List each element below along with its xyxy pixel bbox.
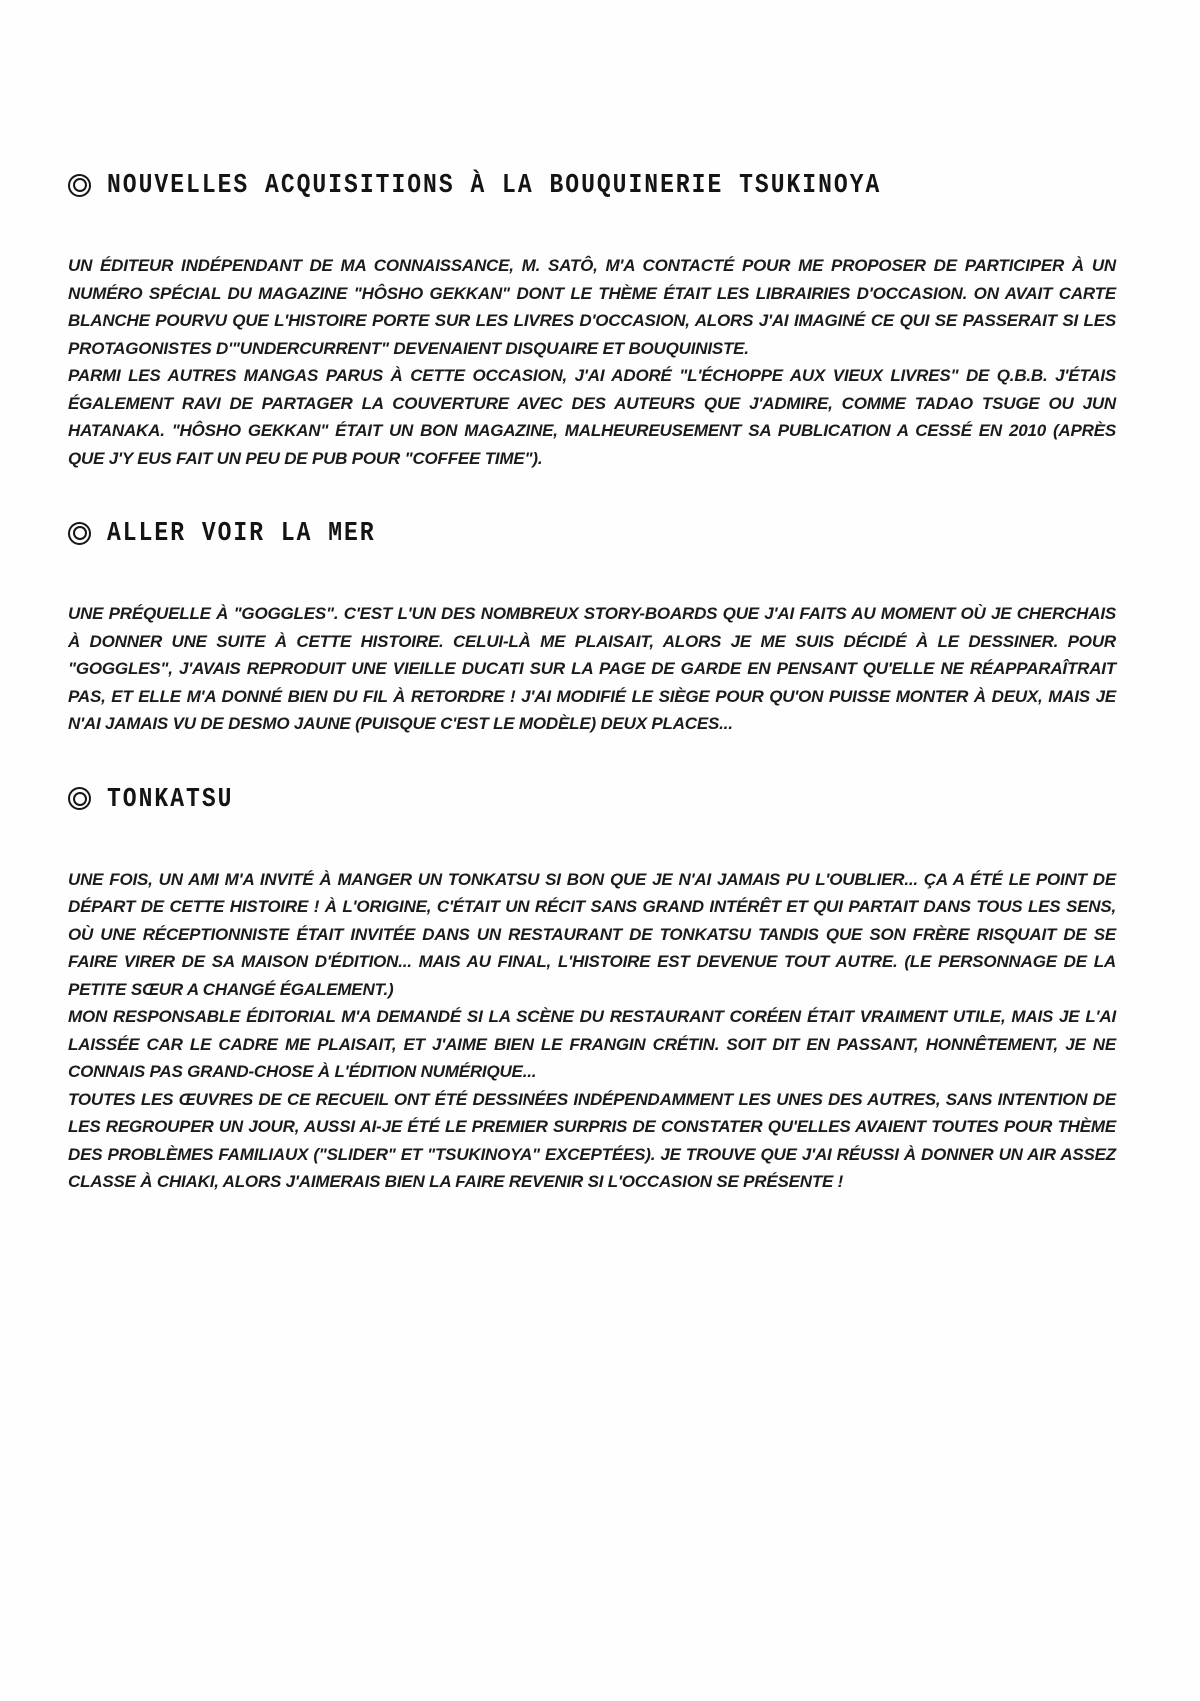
section-heading-row: [68, 784, 1116, 814]
section-title: TONKATSU: [107, 783, 234, 814]
section-tsukinoya: [68, 170, 1116, 472]
double-circle-icon: [68, 522, 91, 545]
section-aller-voir-la-mer: [68, 518, 1116, 738]
section-title: ALLER VOIR LA MER: [107, 517, 376, 549]
paragraph: MON RESPONSABLE ÉDITORIAL M'A DEMANDÉ SI LA SCÈNE DU RESTAURANT CORÉEN ÉTAIT VRAIMENT UTILE, MAIS JE L'AI LAISSÉE CAR LE CADRE ME PLAISAIT, ET J'AIME BIEN LE FRANGIN CRÉTIN. SOIT DIT EN PASSANT, HONNÊTEMENT, JE NE CONNAIS PAS GRAND-CHOSE À L'ÉDITION NUMÉRIQUE...: [68, 1007, 1116, 1081]
double-circle-icon: [68, 174, 91, 197]
paragraph: PARMI LES AUTRES MANGAS PARUS À CETTE OCCASION, J'AI ADORÉ "L'ÉCHOPPE AUX VIEUX LIVRES" DE Q.B.B. J'ÉTAIS ÉGALEMENT RAVI DE PARTAGER LA COUVERTURE AVEC DES AUTEURS QUE J'ADMIRE, COMME TADAO TSUGE OU JUN HATANAKA. "HÔSHO GEKKAN" ÉTAIT UN BON MAGAZINE, MALHEUREUSEMENT SA PUBLICATION A CESSÉ EN 2010 (APRÈS QUE J'Y EUS FAIT UN PEU DE PUB POUR "COFFEE TIME").: [68, 366, 1116, 468]
section-tonkatsu: [68, 784, 1116, 1196]
paragraph: TOUTES LES ŒUVRES DE CE RECUEIL ONT ÉTÉ DESSINÉES INDÉPENDAMMENT LES UNES DES AUTRES, SANS INTENTION DE LES REGROUPER UN JOUR, AUSSI AI-JE ÉTÉ LE PREMIER SURPRIS DE CONSTATER QU'ELLES AVAIENT TOUTES POUR THÈME DES PROBLÈMES FAMILIAUX ("SLIDER" ET "TSUKINOYA" EXCEPTÉES). JE TROUVE QUE J'AI RÉUSSI À DONNER UN AIR ASSEZ CLASSE À CHIAKI, ALORS J'AIMERAIS BIEN LA FAIRE REVENIR SI L'OCCASION SE PRÉSENTE !: [68, 1089, 1116, 1191]
section-title: NOUVELLES ACQUISITIONS À LA BOUQUINERIE TSUKINOYA: [107, 169, 882, 201]
paragraph: UNE PRÉQUELLE À "GOGGLES". C'EST L'UN DES NOMBREUX STORY-BOARDS QUE J'AI FAITS AU MOMENT OÙ JE CHERCHAIS À DONNER UNE SUITE À CETTE HISTOIRE. CELUI-LÀ ME PLAISAIT, ALORS JE ME SUIS DÉCIDÉ À LE DESSINER. POUR "GOGGLES", J'AVAIS REPRODUIT UNE VIEILLE DUCATI SUR LA PAGE DE GARDE EN PENSANT QU'ELLE NE RÉAPPARAÎTRAIT PAS, ET ELLE M'A DONNÉ BIEN DU FIL À RETORDRE ! J'AI MODIFIÉ LE SIÈGE POUR QU'ON PUISSE MONTER À DEUX, MAIS JE N'AI JAMAIS VU DE DESMO JAUNE (PUISQUE C'EST LE MODÈLE) DEUX PLACES...: [68, 604, 1116, 733]
section-heading-row: [68, 170, 1116, 200]
section-heading-row: [68, 518, 1116, 548]
paragraph: UN ÉDITEUR INDÉPENDANT DE MA CONNAISSANCE, M. SATÔ, M'A CONTACTÉ POUR ME PROPOSER DE PARTICIPER À UN NUMÉRO SPÉCIAL DU MAGAZINE "HÔSHO GEKKAN" DONT LE THÈME ÉTAIT LES LIBRAIRIES D'OCCASION. ON AVAIT CARTE BLANCHE POURVU QUE L'HISTOIRE PORTE SUR LES LIVRES D'OCCASION, ALORS J'AI IMAGINÉ CE QUI SE PASSERAIT SI LES PROTAGONISTES D'"UNDERCURRENT" DEVENAIENT DISQUAIRE ET BOUQUINISTE.: [68, 256, 1116, 358]
paragraph: UNE FOIS, UN AMI M'A INVITÉ À MANGER UN TONKATSU SI BON QUE JE N'AI JAMAIS PU L'OUBLIER... ÇA A ÉTÉ LE POINT DE DÉPART DE CETTE HISTOIRE ! À L'ORIGINE, C'ÉTAIT UN RÉCIT SANS GRAND INTÉRÊT ET QUI PARTAIT DANS TOUS LES SENS, OÙ UNE RÉCEPTIONNISTE ÉTAIT INVITÉE DANS UN RESTAURANT DE TONKATSU TANDIS QUE SON FRÈRE RISQUAIT DE SE FAIRE VIRER DE SA MAISON D'ÉDITION... MAIS AU FINAL, L'HISTOIRE EST DEVENUE TOUT AUTRE. (LE PERSONNAGE DE LA PETITE SŒUR A CHANGÉ ÉGALEMENT.): [68, 869, 1116, 999]
double-circle-icon: [68, 787, 91, 810]
